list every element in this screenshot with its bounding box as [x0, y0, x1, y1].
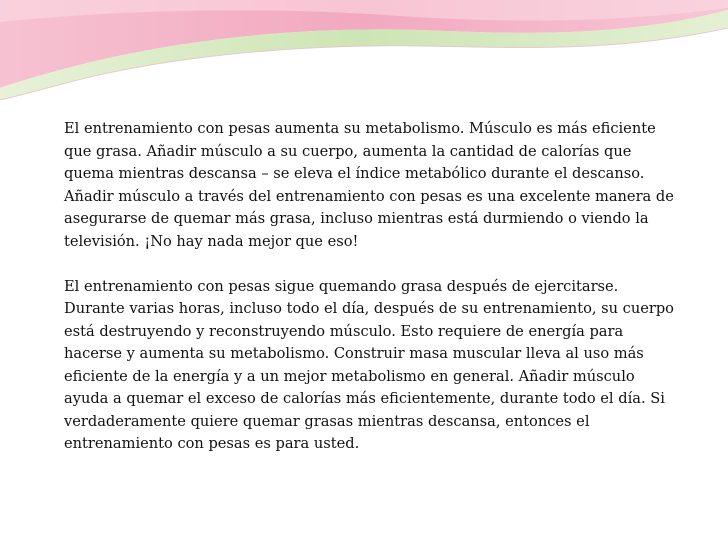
- paragraph-2: El entrenamiento con pesas sigue quemando grasa después de ejercitarse. Durante varias horas, incluso todo el día, después de su entrenamiento, su cuerpo está destruyendo y reconstruyendo músculo. Esto requiere de energía para hacerse y aumenta su metabolismo. Construir masa muscular lleva al uso más eficiente de la energía y a un mejor metabolismo en general. Añadir músculo ayuda a quemar el exceso de calorías más eficientemente, durante todo el día. Si verdaderamente quiere quemar grasas mientras descansa, entonces el entrenamiento con pesas es para usted.: [64, 277, 674, 452]
- paragraph-1: El entrenamiento con pesas aumenta su metabolismo. Músculo es más eficiente que grasa. Añadir músculo a su cuerpo, aumenta la cantidad de calorías que quema mientras descansa – se eleva el índice metabólico durante el descanso. Añadir músculo a través del entrenamiento con pesas es una excelente manera de asegurarse de quemar más grasa, incluso mientras está durmiendo o viendo la televisión. ¡No hay nada mejor que eso!: [64, 120, 674, 250]
- body-text: [64, 118, 674, 456]
- decorative-wave-header: [0, 0, 728, 110]
